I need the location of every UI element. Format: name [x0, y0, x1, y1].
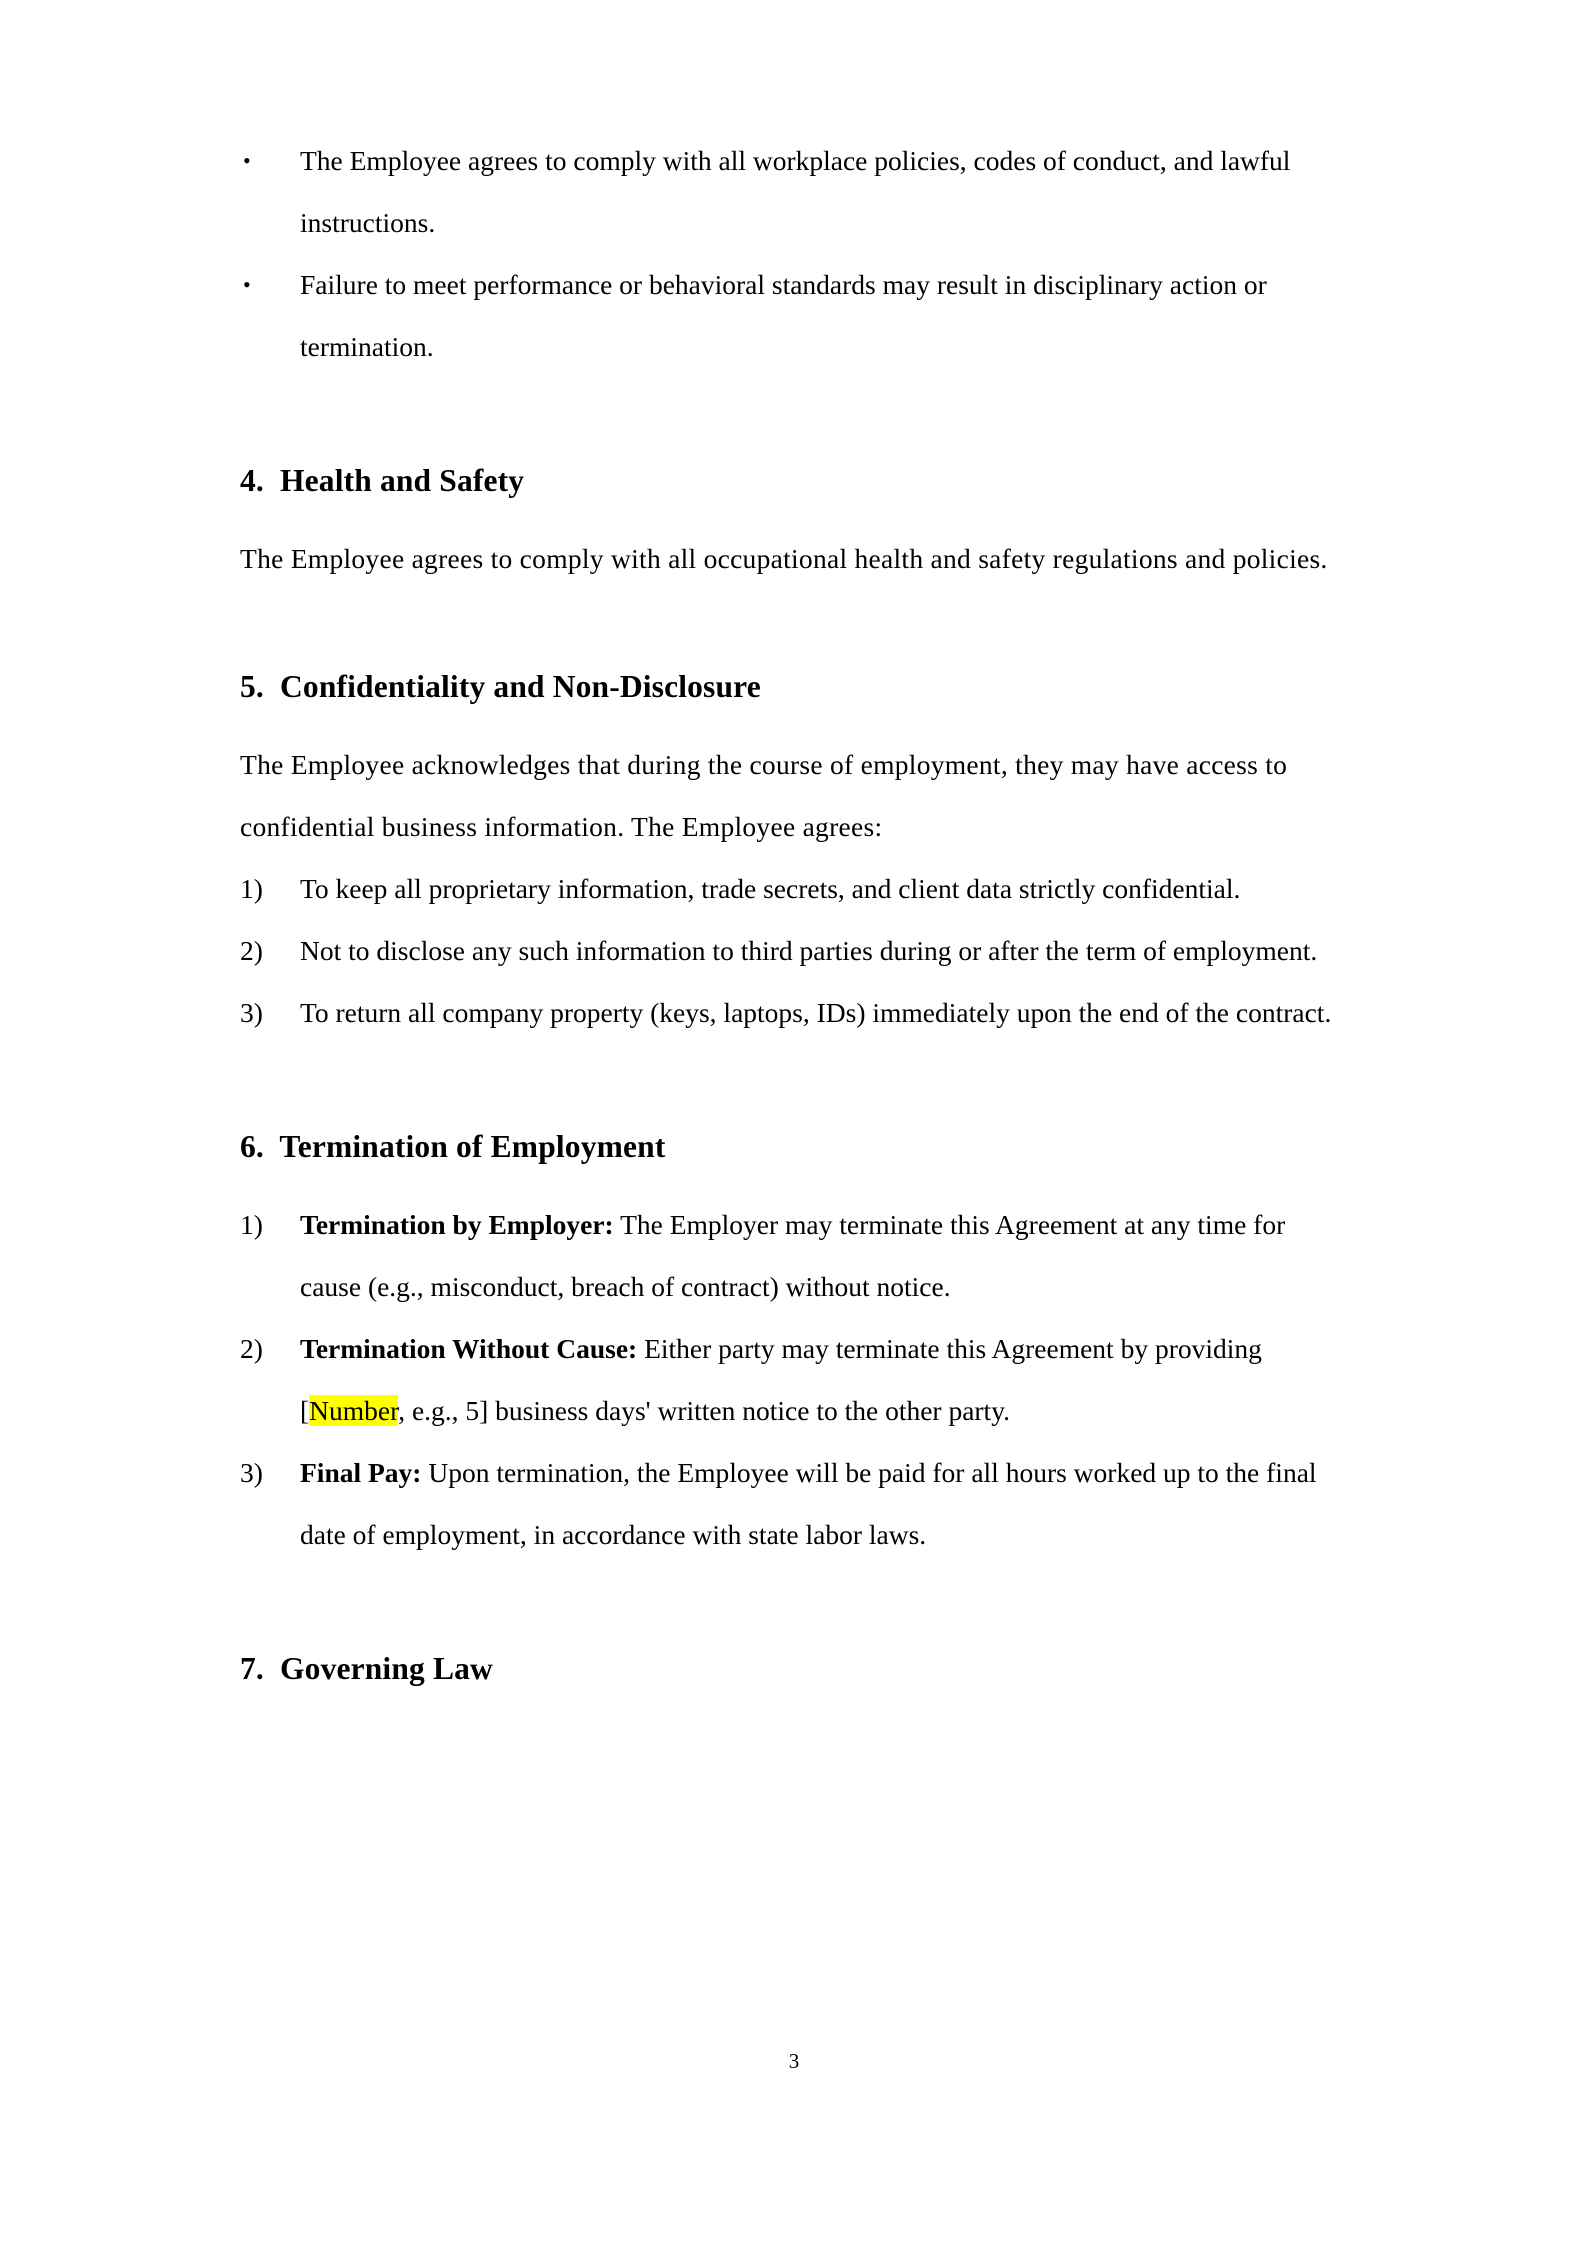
list-item	[240, 1318, 1348, 1442]
section-paragraph-health-and-safety: The Employee agrees to comply with all occupational health and safety regulations and policies.	[240, 543, 1328, 574]
list-item-lead: Final Pay:	[300, 1457, 422, 1488]
list-item-text: To keep all proprietary information, trade secrets, and client data strictly confidential.	[300, 873, 1241, 904]
list-item-lead: Termination Without Cause:	[300, 1333, 638, 1364]
list-item	[240, 1194, 1348, 1318]
list-item-text: The Employee agrees to comply with all workplace policies, codes of conduct, and lawful instructions.	[300, 145, 1291, 238]
number-marker: 3)	[240, 997, 263, 1028]
spacer	[240, 712, 1348, 734]
section-heading-confidentiality: 5. Confidentiality and Non-Disclosure	[240, 669, 761, 704]
list-item	[240, 920, 1348, 982]
list-item-body: Upon termination, the Employee will be paid for all hours worked up to the final date of employment, in accordance with state labor laws.	[300, 1457, 1317, 1550]
list-item-body-before-highlight: Either party may terminate this Agreement by providing [	[300, 1333, 1262, 1426]
confidentiality-numbered-list	[240, 858, 1348, 1044]
list-item-text	[300, 1333, 1262, 1426]
bullet-marker: •	[243, 148, 251, 173]
list-item-body-after-highlight: , e.g., 5] business days' written notice to the other party.	[398, 1395, 1011, 1426]
section-heading-governing-law: 7. Governing Law	[240, 1651, 493, 1686]
number-marker: 1)	[240, 873, 263, 904]
section-heading-health-and-safety: 4. Health and Safety	[240, 463, 525, 498]
section-heading-termination: 6. Termination of Employment	[240, 1129, 666, 1164]
spacer	[240, 378, 1348, 456]
number-marker: 2)	[240, 1333, 263, 1364]
list-item-text	[300, 1209, 1285, 1302]
list-item	[240, 858, 1348, 920]
number-marker: 2)	[240, 935, 263, 966]
spacer	[240, 1172, 1348, 1194]
spacer	[240, 1044, 1348, 1122]
list-item	[240, 254, 1348, 378]
list-item-lead: Termination by Employer:	[300, 1209, 614, 1240]
list-item-text: Not to disclose any such information to third parties during or after the term of employment.	[300, 935, 1318, 966]
bullet-marker: •	[243, 272, 251, 297]
list-item	[240, 130, 1348, 254]
list-item-text: To return all company property (keys, laptops, IDs) immediately upon the end of the contract.	[300, 997, 1332, 1028]
termination-numbered-list	[240, 1194, 1348, 1566]
list-item	[240, 1442, 1348, 1566]
page-number-footer: 3	[788, 2049, 800, 2073]
highlighted-placeholder: Number	[309, 1395, 399, 1426]
spacer	[240, 1566, 1348, 1644]
list-item-text: Failure to meet performance or behavioral standards may result in disciplinary action or termination.	[300, 269, 1267, 362]
number-marker: 3)	[240, 1457, 263, 1488]
number-marker: 1)	[240, 1209, 263, 1240]
spacer	[240, 506, 1348, 528]
list-item-body: The Employer may terminate this Agreement at any time for cause (e.g., misconduct, breach of contract) without notice.	[300, 1209, 1286, 1302]
page-content	[240, 130, 1348, 1694]
spacer	[240, 590, 1348, 662]
section-paragraph-confidentiality: The Employee acknowledges that during the course of employment, they may have access to confidential business information. The Employee agrees:	[240, 749, 1288, 842]
list-item	[240, 982, 1348, 1044]
list-item-text	[300, 1457, 1317, 1550]
conduct-bullet-list	[240, 130, 1348, 378]
